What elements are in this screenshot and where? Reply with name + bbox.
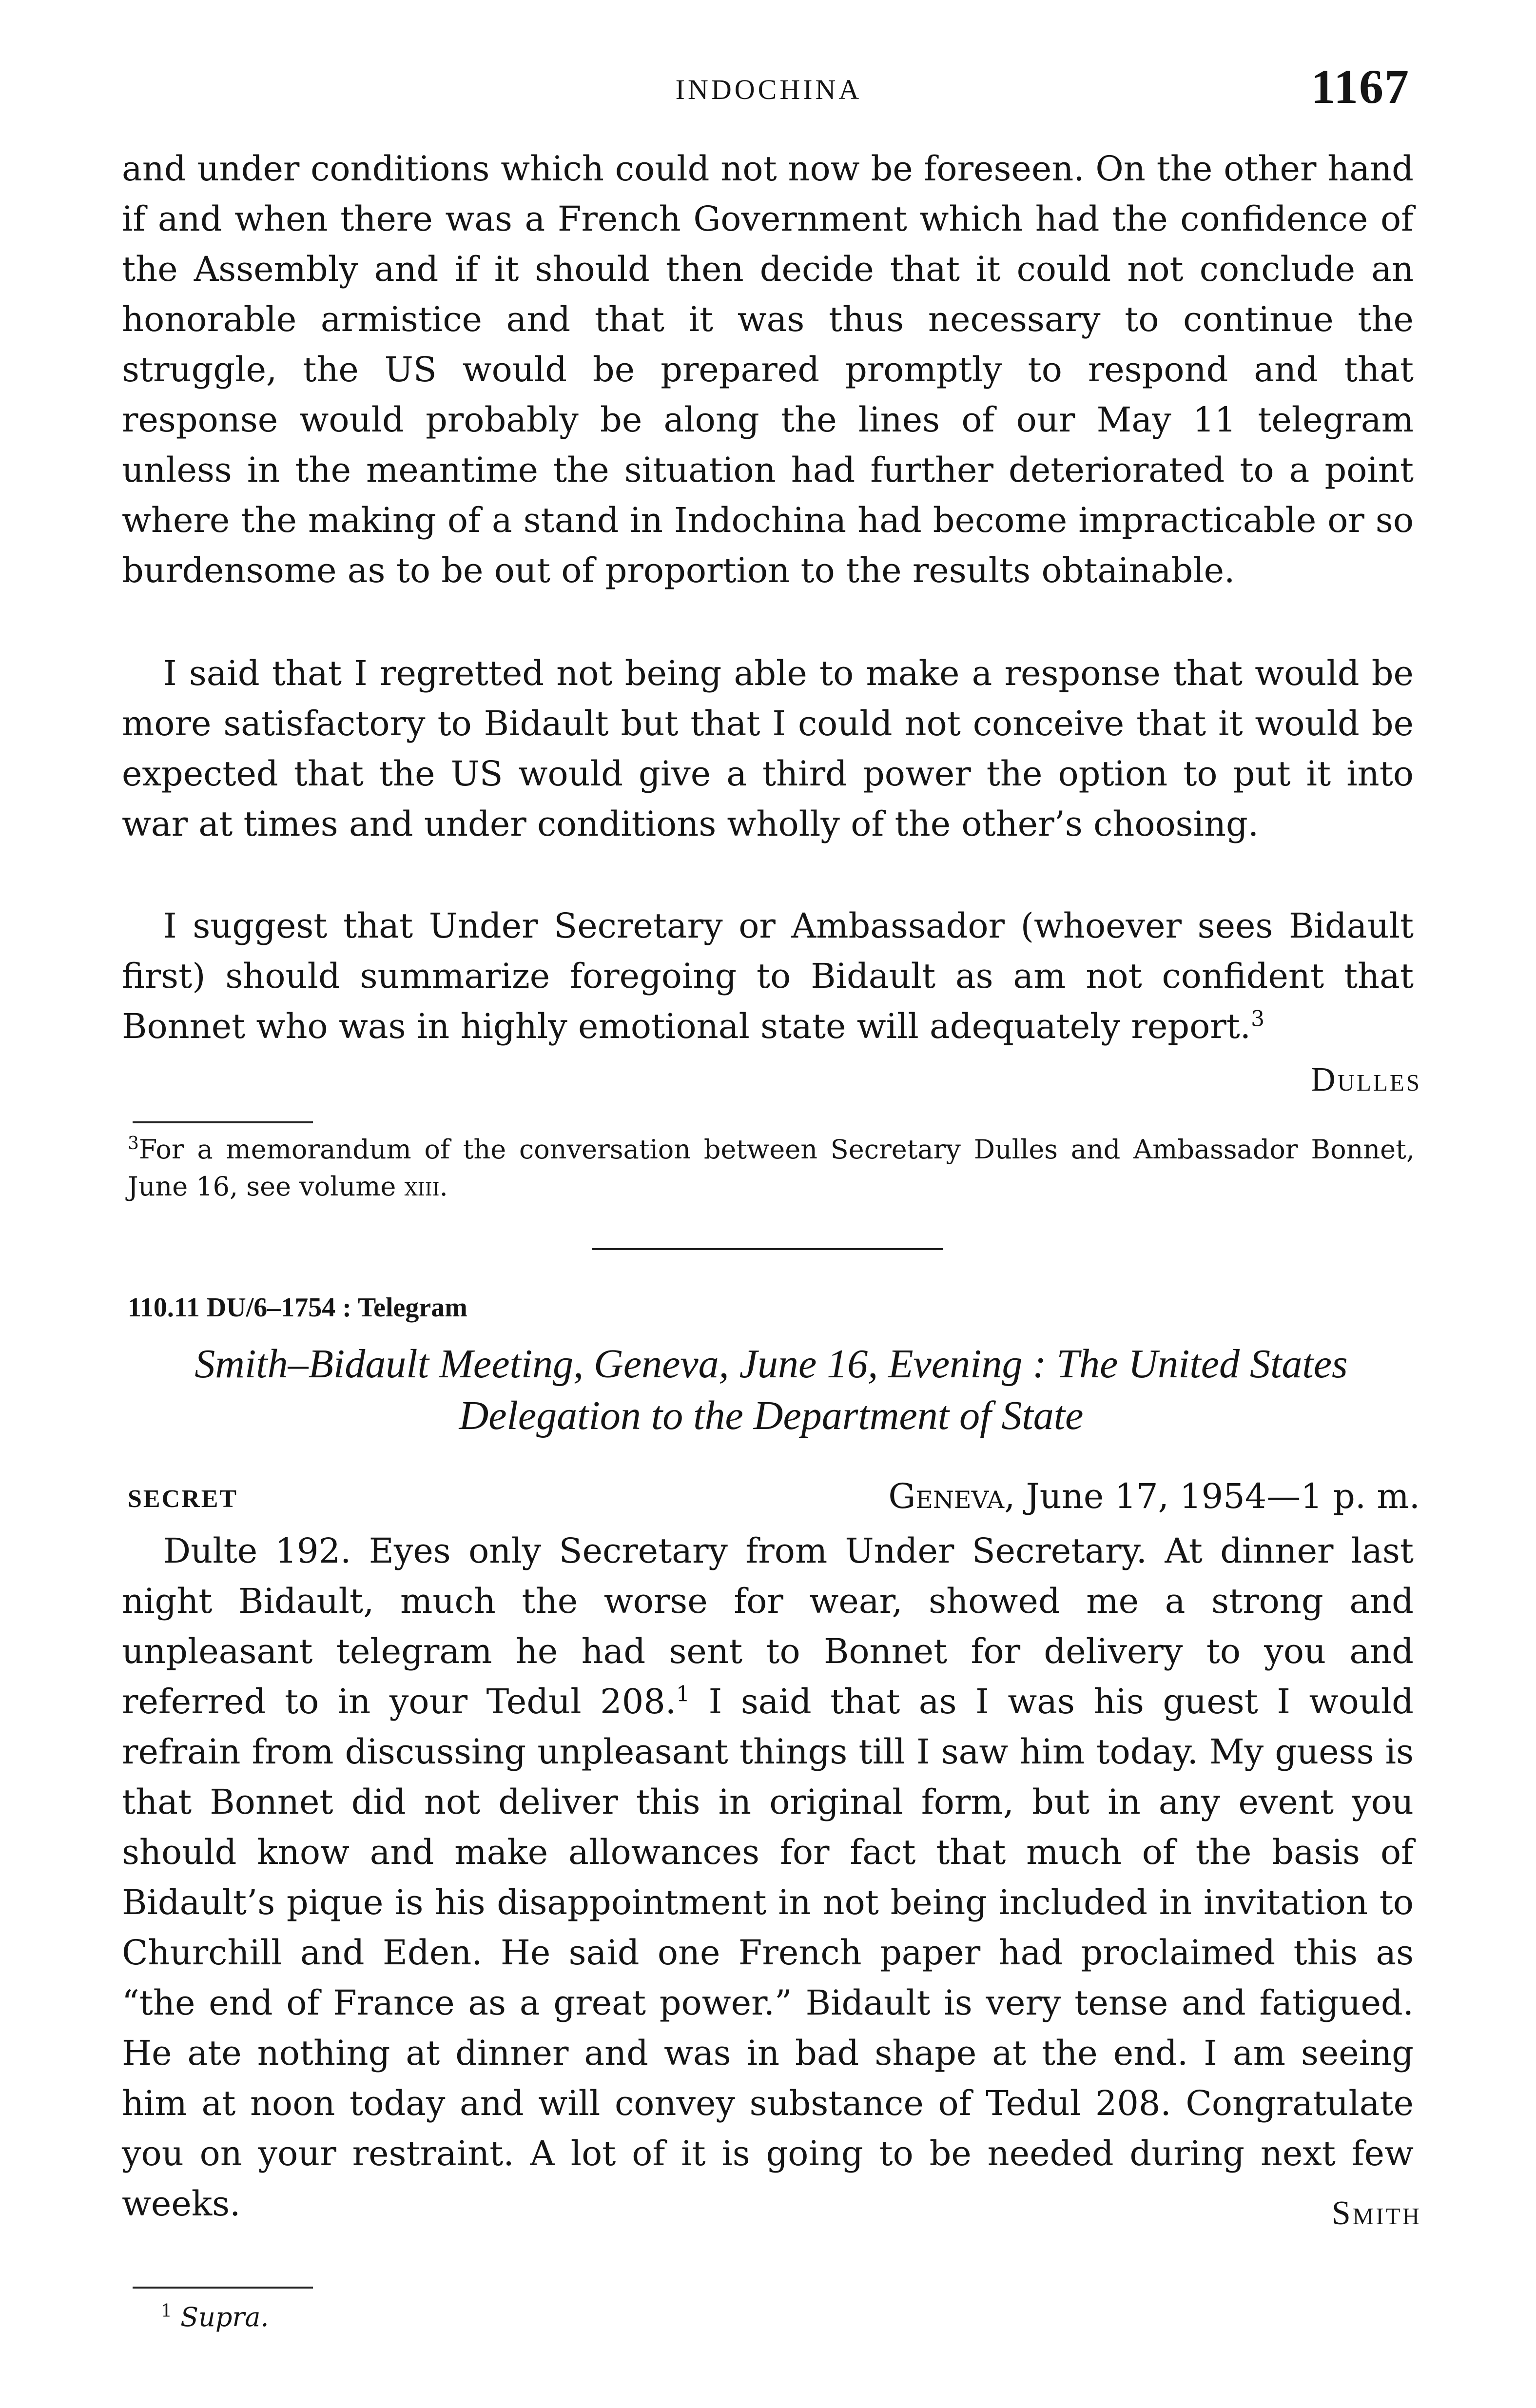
dateline-place: Geneva [888,1476,1005,1516]
footnote-3-end: . [439,1171,448,1202]
file-reference: 110.11 DU/6–1754 : Telegram [128,1292,467,1323]
signature-smith: Smith [1331,2194,1421,2232]
footnote-1-mark: 1 [161,2301,172,2321]
footnote-reference-3[interactable]: 3 [1251,1006,1265,1032]
continuation-paragraph-1: and under conditions which could not now be foreseen. On the other hand if and when there was a French Government which had the confidence of the Assembly and if it should then decide that it could not conclude an honorable armistice and that it was thus necessary to continue the struggle, the US would be prepared promptly to respond and that response would probably be along the lines of our May 11 telegram unless in the meantime the situation had further deteriorated to a point where the making of a stand in Indochina had become impracticable or so burdensome as to be out of proportion to the results obtainable. [122,149,1414,590]
footnote-3-text: For a memorandum of the conversation between Secretary Dulles and Ambassador Bonnet, June 16, see volume [128,1134,1415,1202]
footnote-reference-1[interactable]: 1 [676,1682,690,1707]
footnote-1 [161,2299,1448,2336]
footnote-3 [128,1131,1415,1205]
continuation-paragraph-3 [122,901,1414,1052]
section-divider [592,1248,943,1250]
footnote-3-mark: 3 [128,1134,139,1154]
footnote-divider-top [133,1121,313,1123]
continuation-paragraph-2: I said that I regretted not being able to make a response that would be more satisfactory to Bidault but that I could not conceive that it would be expected that the US would give a third power the option to put it into war at times and under conditions wholly of the other’s choosing. [122,653,1414,844]
document-title: Smith–Bidault Meeting, Geneva, June 16, Evening : The United States Delegation to the Department of State [194,1341,1348,1438]
telegram-body [122,1526,1414,2229]
signature-dulles: Dulles [1311,1061,1421,1098]
page-number: 1167 [1311,59,1410,114]
dateline-date: , June 17, 1954—1 p. m. [1004,1476,1420,1516]
continuation-paragraph-3-text: I suggest that Under Secretary or Ambassador (whoever sees Bidault first) should summarize foregoing to Bidault as am not confident that Bonnet who was in highly emotional state will adequately report. [122,906,1414,1046]
classification-label: SECRET [128,1485,238,1513]
telegram-body-part-1: Dulte 192. Eyes only Secretary from Under Secretary. At dinner last night Bidault, much the worse for wear, showed me a strong and unpleasant telegram he had sent to Bonnet for delivery to you and referred to in your Tedul 208. [122,1531,1414,1722]
footnote-3-volume: xiii [404,1171,440,1202]
footnote-1-text: Supra. [180,2302,269,2332]
running-head [128,59,1410,117]
running-title: INDOCHINA [675,74,862,105]
footnote-divider-bottom [133,2287,313,2289]
telegram-body-part-2: I said that as I was his guest I would refrain from discussing unpleasant things till I saw him today. My guess is that Bonnet did not deliver this in original form, but in any event you should know and make allowances for fact that much of the basis of Bidault’s pique is his disappointment in not being included in invitation to Churchill and Eden. He said one French paper had proclaimed this as “the end of France as a great power.” Bidault is very tense and fatigued. He ate nothing at dinner and was in bad shape at the end. I am seeing him at noon today and will convey substance of Tedul 208. Congratulate you on your restraint. A lot of it is going to be needed during next few weeks. [122,1682,1414,2224]
dateline [888,1476,1420,1516]
